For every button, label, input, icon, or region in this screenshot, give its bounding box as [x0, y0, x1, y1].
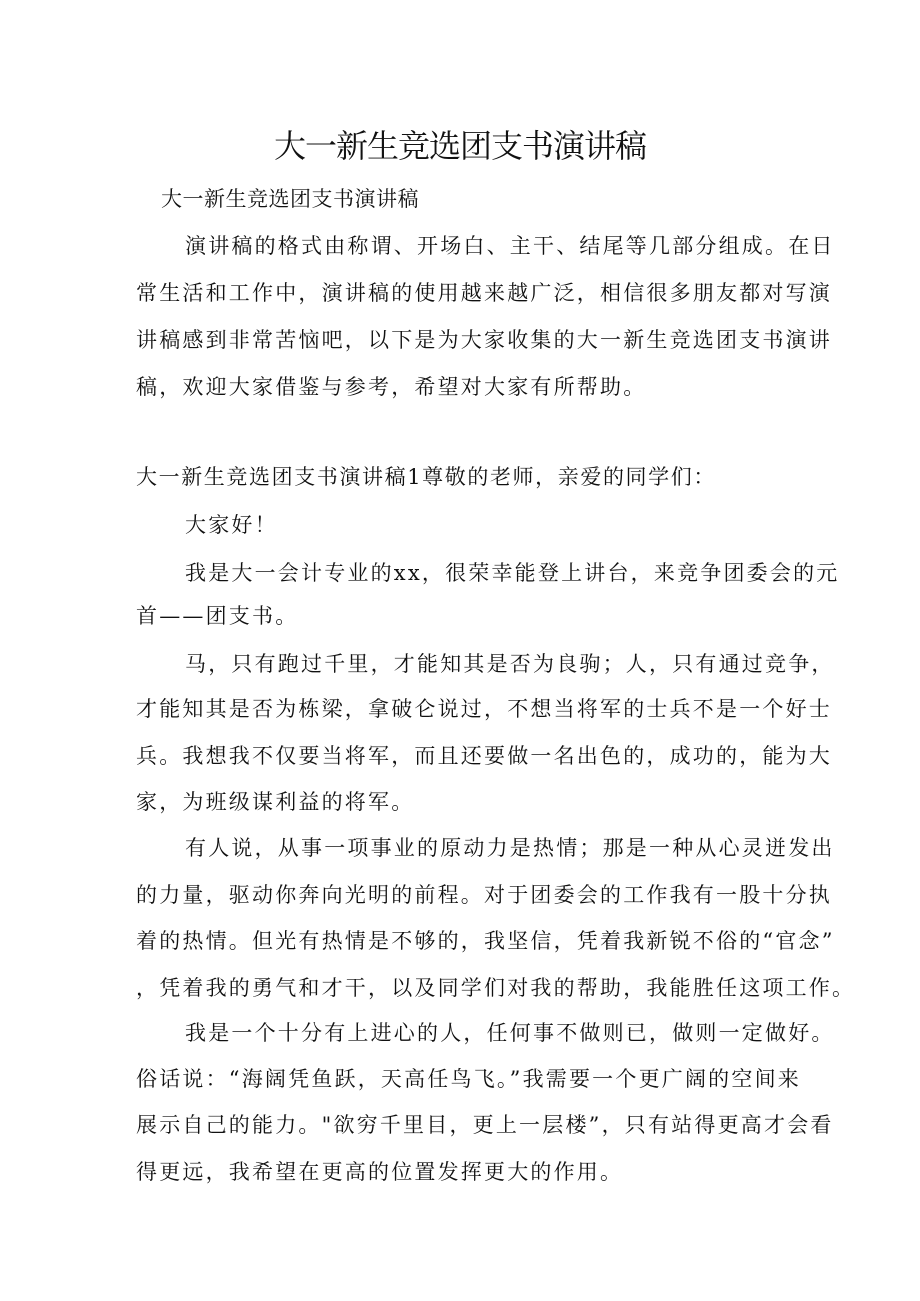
paragraph-line: 我是一个十分有上进心的人，任何事不做则已，做则一定做好。 — [185, 1021, 835, 1045]
paragraph-line: 我是大一会计专业的xx，很荣幸能登上讲台，来竞争团委会的元 — [185, 561, 840, 585]
greeting-line: 大家好！ — [185, 513, 278, 537]
paragraph-line: 俗话说：“海阔凭鱼跃，天高任鸟飞。”我需要一个更广阔的空间来 — [136, 1067, 801, 1091]
speech-heading-line: 大一新生竞选团支书演讲稿1尊敬的老师，亲爱的同学们： — [136, 465, 716, 489]
paragraph-line: ，凭着我的勇气和才干，以及同学们对我的帮助，我能胜任这项工作。 — [136, 976, 856, 1000]
subtitle-line: 大一新生竞选团支书演讲稿 — [161, 187, 419, 211]
intro-line-1: 演讲稿的格式由称谓、开场白、主干、结尾等几部分组成。在日 — [185, 234, 835, 258]
document-title: 大一新生竞选团支书演讲稿 — [273, 127, 646, 165]
paragraph-line: 有人说，从事一项事业的原动力是热情；那是一种从心灵迸发出 — [185, 836, 835, 860]
paragraph-line: 展示自己的能力。"欲穷千里目，更上一层楼”，只有站得更高才会看 — [136, 1113, 834, 1137]
paragraph-line: 着的热情。但光有热情是不够的，我坚信，凭着我新锐不俗的“官念” — [136, 929, 835, 953]
paragraph-line: 首——团支书。 — [136, 604, 299, 628]
intro-line-2: 常生活和工作中，演讲稿的使用越来越广泛，相信很多朋友都对写演 — [136, 281, 832, 305]
paragraph-line: 得更远，我希望在更高的位置发挥更大的作用。 — [136, 1160, 624, 1184]
paragraph-line: 的力量，驱动你奔向光明的前程。对于团委会的工作我有一股十分执 — [136, 883, 832, 907]
paragraph-line: 兵。我想我不仅要当将军，而且还要做一名出色的，成功的，能为大 — [136, 744, 832, 768]
paragraph-line: 才能知其是否为栋梁，拿破仑说过，不想当将军的士兵不是一个好士 — [136, 697, 832, 721]
paragraph-line: 家，为班级谋利益的将军。 — [136, 790, 415, 814]
intro-line-3: 讲稿感到非常苦恼吧，以下是为大家收集的大一新生竞选团支书演讲 — [136, 328, 832, 352]
intro-line-4: 稿，欢迎大家借鉴与参考，希望对大家有所帮助。 — [136, 375, 647, 399]
paragraph-line: 马，只有跑过千里，才能知其是否为良驹；人，只有通过竞争， — [185, 652, 835, 676]
